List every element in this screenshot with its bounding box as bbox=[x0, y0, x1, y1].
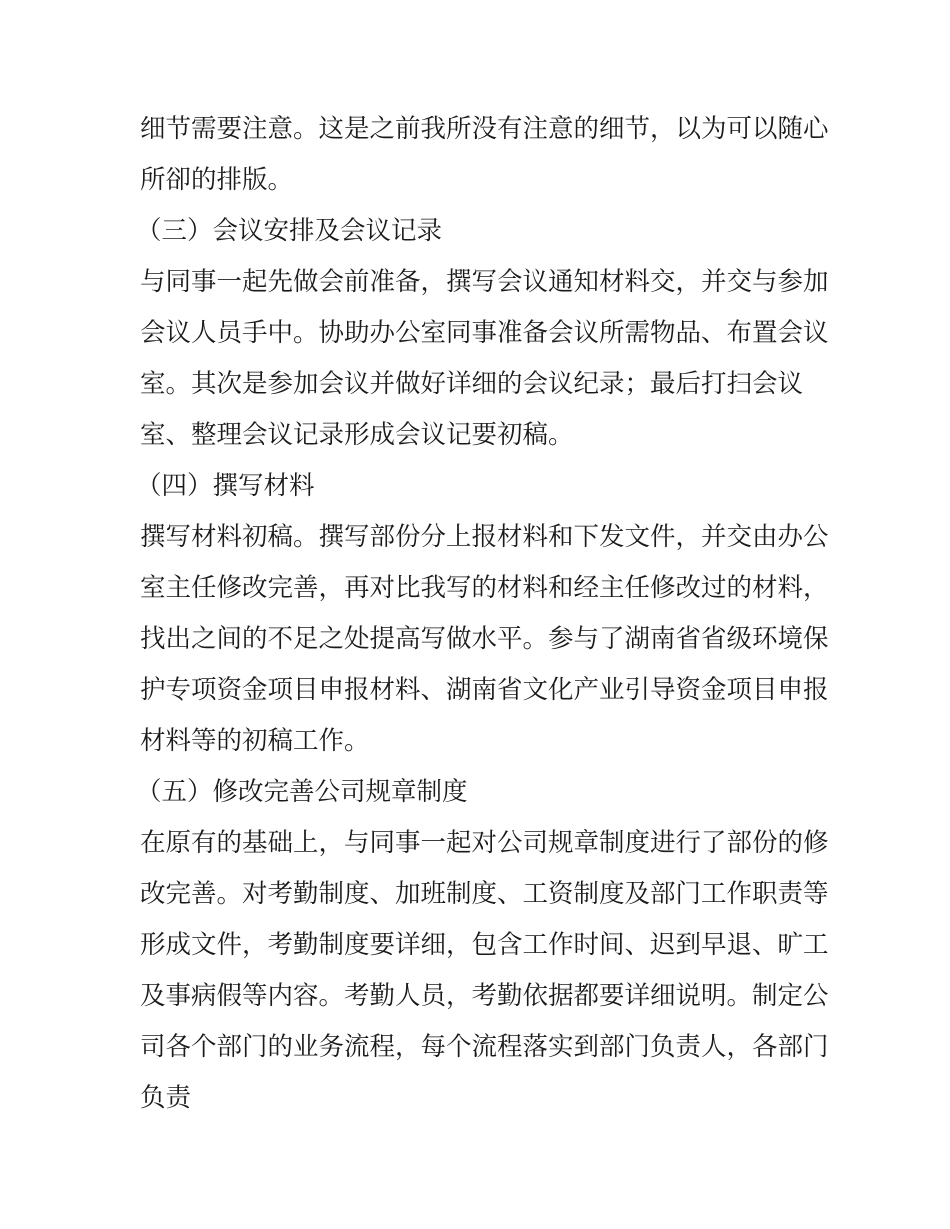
paragraph-line: 室主任修改完善，再对比我写的材料和经主任修改过的材料， bbox=[140, 573, 829, 603]
paragraph-line: 所卻的排版。 bbox=[140, 165, 294, 195]
paragraph-line: 形成文件，考勤制度要详细，包含工作时间、迟到早退、旷工 bbox=[140, 930, 829, 960]
section-heading: （三）会议安排及会议记录 bbox=[136, 216, 443, 246]
paragraph-line: 撰写材料初稿。撰写部份分上报材料和下发文件，并交由办公 bbox=[140, 522, 829, 552]
section-heading: （四）撰写材料 bbox=[136, 471, 315, 501]
paragraph-line: 与同事一起先做会前准备，撰写会议通知材料交，并交与参加 bbox=[140, 267, 829, 297]
paragraph-line: 材料等的初稿工作。 bbox=[140, 726, 370, 756]
paragraph-line: 及事病假等内容。考勤人员，考勤依据都要详细说明。制定公 bbox=[140, 981, 829, 1011]
paragraph-line: 室、整理会议记录形成会议记要初稿。 bbox=[140, 420, 574, 450]
paragraph-line: 改完善。对考勤制度、加班制度、工资制度及部门工作职责等 bbox=[140, 879, 829, 909]
document-body bbox=[136, 104, 829, 1124]
paragraph-line: 护专项资金项目申报材料、湖南省文化产业引导资金项目申报 bbox=[140, 675, 829, 705]
paragraph-line: 室。其次是参加会议并做好详细的会议纪录；最后打扫会议 bbox=[140, 369, 804, 399]
paragraph-line: 会议人员手中。协助办公室同事准备会议所需物品、布置会议 bbox=[140, 318, 829, 348]
paragraph-line: 负责 bbox=[140, 1083, 192, 1113]
paragraph-line: 在原有的基础上，与同事一起对公司规章制度进行了部份的修 bbox=[140, 828, 829, 858]
paragraph-line: 找出之间的不足之处提高写做水平。参与了湖南省省级环境保 bbox=[140, 624, 829, 654]
paragraph-line: 司各个部门的业务流程，每个流程落实到部门负责人，各部门 bbox=[140, 1032, 829, 1062]
paragraph-line: 细节需要注意。这是之前我所没有注意的细节，以为可以随心 bbox=[140, 114, 829, 144]
section-heading: （五）修改完善公司规章制度 bbox=[136, 777, 468, 807]
